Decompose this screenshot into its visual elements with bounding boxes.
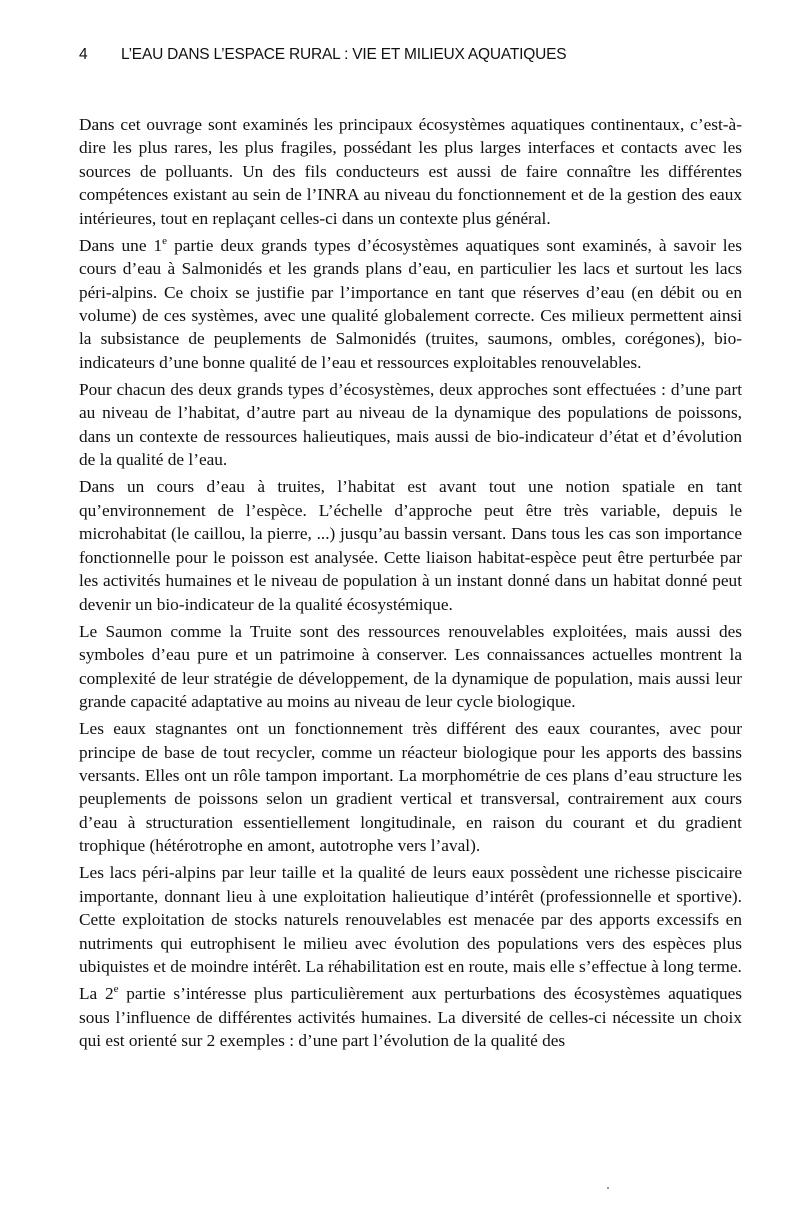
paragraph-stagnant-waters: Les eaux stagnantes ont un fonctionnement très différent des eaux courantes, avec pour principe de base de tout recycler, comme un réacteur biologique pour les apports des bassins versants. Elles ont un rôle tampon important. La morphométrie de ces plans d’eau structure les peuplements de poissons selon un gradient vertical et transversal, contrairement aux cours d’eau à structuration essentiellement longitudinale, en raison du courant et du gradient trophique (hétérotrophe en amont, autotrophe vers l’aval). xyxy=(79,719,742,856)
paragraph-approaches: Pour chacun des deux grands types d’écosystèmes, deux approches sont effectuées : d’une part au niveau de l’habitat, d’autre part au niveau de la dynamique des populations de poissons, dans un contexte de ressources halieutiques, mais aussi de bio-indicateur d’état et d’évolution de la qualité de l’eau. xyxy=(79,380,742,470)
paragraph-part-two-lead: La 2 xyxy=(79,984,114,1004)
page-number: 4 xyxy=(79,46,88,63)
scan-speck xyxy=(607,1187,609,1189)
paragraph-part-one-lead: Dans une 1 xyxy=(79,235,163,255)
paragraph-part-two xyxy=(79,982,742,1052)
paragraph-part-one xyxy=(79,234,742,374)
running-header xyxy=(79,46,759,76)
running-title: L’EAU DANS L’ESPACE RURAL : VIE ET MILIEUX AQUATIQUES xyxy=(121,46,567,63)
paragraph-salmon-trout: Le Saumon comme la Truite sont des ressources renouvelables exploitées, mais aussi des symboles d’eau pure et un patrimoine à conserver. Les connaissances actuelles montrent la complexité de leur stratégie de développement, de la dynamique de population, mais aussi leur grande capacité adaptative au moins au niveau de leur cycle biologique. xyxy=(79,621,742,711)
paragraph-part-two-body: partie s’intéresse plus particulièrement aux perturbations des écosystèmes aquatiques sous l’influence de différentes activités humaines. La diversité de celles-ci nécessite un choix qui est orienté sur 2 exemples : d’une part l’évolution de la qualité des xyxy=(79,984,743,1051)
body-text xyxy=(79,113,742,1052)
paragraph-habitat: Dans un cours d’eau à truites, l’habitat est avant tout une notion spatiale en tant qu’environnement de l’espèce. L’échelle d’approche peut être très variable, depuis le microhabitat (le caillou, la pierre, ...) jusqu’au bassin versant. Dans tous les cas son importance fonctionnelle pour le poisson est analysée. Cette liaison habitat-espèce peut être perturbée par les activités humaines et le niveau de population à un instant donné dans un habitat donné peut devenir un bio-indicateur de la qualité écosystémique. xyxy=(79,477,742,614)
paragraph-intro: Dans cet ouvrage sont examinés les principaux écosystèmes aquatiques continentaux, c’est-à-dire les plus rares, les plus fragiles, possédant les plus larges interfaces et contacts avec les sources de polluants. Un des fils conducteurs est aussi de faire connaître les différentes compétences existant au sein de l’INRA au niveau du fonctionnement et de la gestion des eaux intérieures, tout en replaçant celles-ci dans un contexte plus général. xyxy=(79,115,742,228)
ordinal-suffix: e xyxy=(162,235,168,248)
paragraph-peri-alpine-lakes: Les lacs péri-alpins par leur taille et la qualité de leurs eaux possèdent une richesse piscicaire importante, donnant lieu à une exploitation halieutique d’intérêt (professionnelle et sportive). Cette exploitation de stocks naturels renouvelables est menacée par des apports excessifs en nutriments qui eutrophisent le milieu avec évolution des populations vers des espèces plus ubiquistes et de moindre intérêt. La réhabilitation est en route, mais elle s’effectue à long terme. xyxy=(79,863,742,976)
paragraph-part-one-body: partie deux grands types d’écosystèmes aquatiques sont examinés, à savoir les cours d’eau à Salmonidés et les grands plans d’eau, en particulier les lacs et surtout les lacs péri-alpins. Ce choix se justifie par l’importance en tant que réserves d’eau (en débit ou en volume) de ces systèmes, avec une qualité globalement correcte. Ces milieux permettent ainsi la subsistance de peuplements de Salmonidés (truites, saumons, ombles, corégones), bio-indicateurs d’une bonne qualité de l’eau et ressources exploitables renouvelables. xyxy=(79,235,743,372)
ordinal-suffix: e xyxy=(113,983,119,996)
